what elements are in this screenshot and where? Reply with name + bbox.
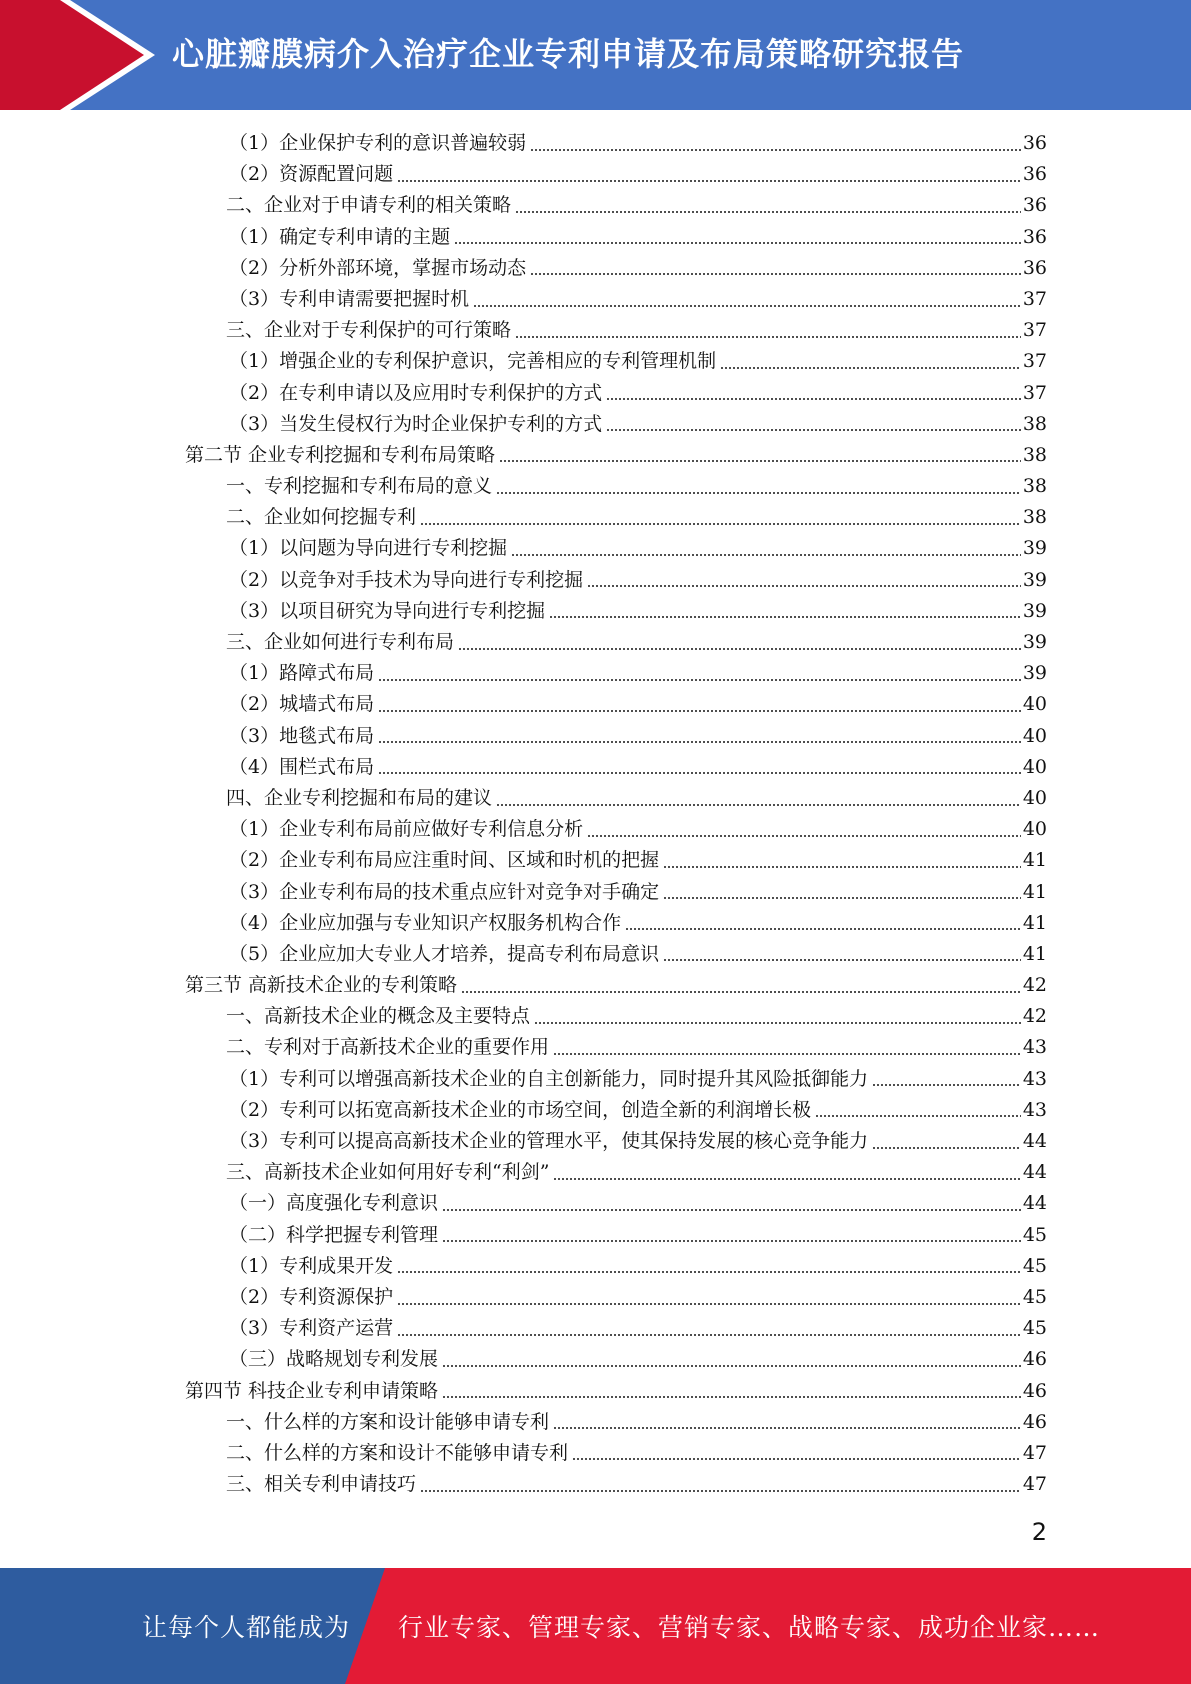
footer-slogan-left: 让每个人都能成为 (142, 1613, 351, 1642)
toc-leader-dots (397, 1302, 1021, 1306)
toc-leader-dots (534, 1021, 1021, 1025)
toc-entry-page: 36 (1022, 163, 1047, 186)
toc-entry-label: （二）科学把握专利管理 (229, 1223, 439, 1246)
toc-leader-dots (442, 1239, 1021, 1243)
toc-entry-label: 三、企业对于专利保护的可行策略 (226, 319, 512, 342)
report-title: 心脏瓣膜病介入治疗企业专利申请及布局策略研究报告 (172, 35, 965, 73)
toc-entry-page: 43 (1022, 1098, 1047, 1121)
footer-slogan-right: 行业专家、管理专家、营销专家、战略专家、成功企业家…… (398, 1613, 1101, 1642)
toc-entry-page: 38 (1022, 506, 1047, 529)
toc-leader-dots (378, 771, 1021, 775)
toc-leader-dots (530, 272, 1021, 276)
toc-entry[interactable] (0, 159, 1191, 190)
toc-leader-dots (397, 179, 1021, 183)
toc-entry-label: （1）增强企业的专利保护意识，完善相应的专利管理机制 (229, 350, 717, 373)
footer-banner (0, 1568, 1191, 1684)
toc-entry[interactable] (0, 1344, 1191, 1375)
toc-leader-dots (378, 740, 1021, 744)
toc-entry-page: 38 (1022, 443, 1047, 466)
toc-leader-dots (454, 241, 1021, 245)
toc-entry[interactable] (0, 533, 1191, 564)
toc-entry-page: 47 (1022, 1441, 1047, 1464)
toc-entry-label: （3）企业专利布局的技术重点应针对竞争对手确定 (229, 880, 660, 903)
toc-leader-dots (496, 491, 1021, 495)
toc-leader-dots (663, 958, 1021, 962)
toc-entry-page: 45 (1022, 1285, 1047, 1308)
toc-entry-page: 41 (1022, 942, 1047, 965)
toc-entry-page: 38 (1022, 412, 1047, 435)
toc-leader-dots (587, 834, 1021, 838)
toc-entry-page: 41 (1022, 849, 1047, 872)
toc-entry-page: 39 (1022, 568, 1047, 591)
toc-entry-page: 47 (1022, 1473, 1047, 1496)
toc-entry-label: （4）企业应加强与专业知识产权服务机构合作 (229, 911, 622, 934)
toc-entry-label: 三、企业如何进行专利布局 (226, 631, 455, 653)
toc-entry[interactable] (0, 1407, 1191, 1438)
toc-entry-page: 36 (1022, 132, 1047, 154)
toc-entry-label: 二、企业对于申请专利的相关策略 (226, 194, 512, 217)
toc-entry-label: （2）分析外部环境，掌握市场动态 (229, 256, 527, 279)
toc-entry[interactable] (0, 908, 1191, 939)
toc-entry[interactable] (0, 877, 1191, 908)
toc-entry[interactable] (0, 378, 1191, 409)
toc-entry-page: 37 (1022, 319, 1047, 342)
toc-entry[interactable] (0, 346, 1191, 377)
toc-entry[interactable] (0, 440, 1191, 471)
toc-entry[interactable] (0, 783, 1191, 814)
toc-leader-dots (625, 927, 1021, 931)
toc-entry[interactable] (0, 596, 1191, 627)
toc-leader-dots (815, 1114, 1021, 1118)
toc-entry-label: （3）专利可以提高高新技术企业的管理水平，使其保持发展的核心竞争能力 (229, 1130, 869, 1152)
toc-entry[interactable] (0, 721, 1191, 752)
page-number: 2 (1031, 1518, 1047, 1546)
toc-entry-page: 41 (1022, 911, 1047, 934)
header-red-wedge (0, 0, 150, 110)
table-of-contents (0, 128, 1191, 1500)
toc-entry[interactable] (0, 845, 1191, 876)
header-banner (0, 0, 1191, 110)
toc-leader-dots (553, 1426, 1021, 1430)
toc-leader-dots (442, 1208, 1021, 1212)
toc-entry[interactable] (0, 1376, 1191, 1407)
toc-entry[interactable] (0, 409, 1191, 440)
toc-entry-page: 36 (1022, 256, 1047, 279)
toc-leader-dots (872, 1146, 1021, 1150)
toc-entry[interactable] (0, 128, 1191, 159)
toc-leader-dots (442, 1395, 1021, 1399)
toc-entry[interactable] (0, 689, 1191, 720)
toc-entry-label: （一）高度强化专利意识 (229, 1192, 439, 1215)
toc-leader-dots (473, 304, 1021, 308)
toc-entry-label: （2）专利可以拓宽高新技术企业的市场空间，创造全新的利润增长极 (229, 1098, 812, 1121)
toc-entry-label: （1）企业专利布局前应做好专利信息分析 (229, 818, 584, 841)
toc-entry[interactable] (0, 658, 1191, 689)
toc-entry-page: 39 (1022, 537, 1047, 560)
toc-entry[interactable] (0, 502, 1191, 533)
toc-entry-label: 一、什么样的方案和设计能够申请专利 (226, 1410, 550, 1433)
toc-leader-dots (720, 366, 1021, 370)
toc-entry-page: 43 (1022, 1036, 1047, 1059)
toc-leader-dots (553, 1052, 1021, 1056)
toc-entry[interactable] (0, 814, 1191, 845)
toc-leader-dots (511, 553, 1021, 557)
toc-entry-label: 四、企业专利挖掘和布局的建议 (226, 786, 493, 809)
toc-leader-dots (378, 678, 1021, 682)
toc-leader-dots (442, 1364, 1021, 1368)
toc-entry-label: （3）地毯式布局 (229, 724, 375, 747)
toc-entry[interactable] (0, 222, 1191, 253)
toc-leader-dots (420, 522, 1021, 526)
toc-leader-dots (587, 584, 1021, 588)
toc-entry-page: 46 (1022, 1410, 1047, 1433)
toc-leader-dots (461, 990, 1021, 994)
toc-entry-label: （4）围栏式布局 (229, 755, 375, 778)
toc-entry-label: （1）专利可以增强高新技术企业的自主创新能力，同时提升其风险抵御能力 (229, 1067, 869, 1090)
toc-leader-dots (458, 647, 1021, 651)
toc-entry-label: （2）在专利申请以及应用时专利保护的方式 (229, 381, 603, 404)
toc-entry[interactable] (0, 1469, 1191, 1500)
toc-entry-page: 46 (1022, 1379, 1047, 1402)
toc-entry[interactable] (0, 253, 1191, 284)
toc-entry-label: （2）企业专利布局应注重时间、区域和时机的把握 (229, 849, 660, 872)
toc-entry[interactable] (0, 1126, 1191, 1157)
toc-entry-page: 45 (1022, 1317, 1047, 1340)
toc-entry-page: 37 (1022, 287, 1047, 310)
toc-entry[interactable] (0, 939, 1191, 970)
toc-entry[interactable] (0, 1220, 1191, 1251)
toc-entry[interactable] (0, 1157, 1191, 1188)
toc-entry-page: 37 (1022, 381, 1047, 404)
toc-entry-page: 45 (1022, 1254, 1047, 1277)
toc-entry-label: （3）专利资产运营 (229, 1317, 394, 1340)
toc-entry-page: 45 (1022, 1223, 1047, 1246)
toc-entry-label: （3）专利申请需要把握时机 (229, 287, 470, 310)
toc-entry-label: 二、企业如何挖掘专利 (226, 506, 417, 529)
toc-entry-label: 三、相关专利申请技巧 (226, 1473, 417, 1496)
toc-entry-label: （2）城墙式布局 (229, 693, 375, 716)
toc-entry[interactable] (0, 284, 1191, 315)
toc-entry-label: 第三节 高新技术企业的专利策略 (185, 974, 458, 997)
toc-entry[interactable] (0, 1251, 1191, 1282)
toc-entry-label: （5）企业应加大专业人才培养，提高专利布局意识 (229, 942, 660, 965)
toc-entry-page: 43 (1022, 1067, 1047, 1090)
toc-entry-page: 44 (1022, 1192, 1047, 1215)
toc-entry-page: 36 (1022, 225, 1047, 248)
toc-entry-label: 一、专利挖掘和专利布局的意义 (226, 475, 493, 498)
toc-entry-page: 39 (1022, 631, 1047, 653)
toc-entry-page: 44 (1022, 1130, 1047, 1152)
toc-entry[interactable] (0, 1032, 1191, 1063)
toc-leader-dots (663, 896, 1021, 900)
toc-leader-dots (872, 1083, 1021, 1087)
toc-entry-label: 一、高新技术企业的概念及主要特点 (226, 1005, 531, 1028)
toc-entry[interactable] (0, 1064, 1191, 1095)
toc-entry-label: （1）企业保护专利的意识普遍较弱 (229, 132, 527, 154)
toc-leader-dots (515, 210, 1021, 214)
toc-entry-label: （2）资源配置问题 (229, 163, 394, 186)
toc-entry-label: （3）以项目研究为导向进行专利挖掘 (229, 599, 546, 622)
toc-leader-dots (530, 148, 1021, 152)
toc-entry-page: 39 (1022, 662, 1047, 685)
toc-entry-page: 36 (1022, 194, 1047, 217)
toc-entry[interactable] (0, 627, 1191, 658)
toc-entry-label: 二、专利对于高新技术企业的重要作用 (226, 1036, 550, 1059)
toc-entry[interactable] (0, 190, 1191, 221)
toc-leader-dots (553, 1177, 1020, 1181)
toc-leader-dots (378, 709, 1021, 713)
toc-entry[interactable] (0, 1313, 1191, 1344)
toc-entry-page: 39 (1022, 599, 1047, 622)
toc-entry-page: 40 (1022, 818, 1047, 841)
toc-entry[interactable] (0, 970, 1191, 1001)
toc-entry-page: 37 (1022, 350, 1047, 373)
toc-entry-label: （三）战略规划专利发展 (229, 1348, 439, 1371)
toc-entry-page: 46 (1022, 1348, 1047, 1371)
toc-entry-label: （1）确定专利申请的主题 (229, 225, 451, 248)
toc-entry-page: 40 (1022, 786, 1047, 809)
toc-entry-label: 二、什么样的方案和设计不能够申请专利 (226, 1441, 569, 1464)
toc-entry-page: 42 (1022, 1005, 1047, 1028)
toc-leader-dots (663, 865, 1021, 869)
toc-entry[interactable] (0, 1438, 1191, 1469)
toc-leader-dots (606, 397, 1021, 401)
toc-entry-label: 第二节 企业专利挖掘和专利布局策略 (185, 443, 496, 466)
toc-entry-page: 40 (1022, 724, 1047, 747)
toc-entry-page: 41 (1022, 880, 1047, 903)
toc-entry-label: （2）专利资源保护 (229, 1285, 394, 1308)
toc-leader-dots (397, 1270, 1021, 1274)
toc-leader-dots (515, 335, 1021, 339)
toc-entry[interactable] (0, 315, 1191, 346)
toc-entry-label: （1）以问题为导向进行专利挖掘 (229, 537, 508, 560)
toc-entry-label: 第四节 科技企业专利申请策略 (185, 1379, 439, 1402)
toc-entry[interactable] (0, 752, 1191, 783)
toc-entry[interactable] (0, 1095, 1191, 1126)
toc-entry-label: 三、高新技术企业如何用好专利“利剑” (226, 1161, 550, 1184)
toc-entry[interactable] (0, 471, 1191, 502)
toc-entry-page: 42 (1022, 974, 1047, 997)
toc-leader-dots (420, 1489, 1021, 1493)
toc-leader-dots (549, 615, 1021, 619)
toc-leader-dots (606, 428, 1021, 432)
toc-leader-dots (397, 1333, 1021, 1337)
toc-entry-label: （2）以竞争对手技术为导向进行专利挖掘 (229, 568, 584, 591)
toc-leader-dots (496, 803, 1021, 807)
toc-entry-label: （3）当发生侵权行为时企业保护专利的方式 (229, 412, 603, 435)
toc-leader-dots (499, 459, 1021, 463)
toc-leader-dots (572, 1457, 1021, 1461)
toc-entry-label: （1）路障式布局 (229, 662, 375, 685)
toc-entry-page: 44 (1022, 1161, 1047, 1184)
toc-entry[interactable] (0, 565, 1191, 596)
toc-entry-page: 38 (1022, 475, 1047, 498)
toc-entry[interactable] (0, 1001, 1191, 1032)
toc-entry[interactable] (0, 1188, 1191, 1219)
toc-entry-page: 40 (1022, 755, 1047, 778)
toc-entry-label: （1）专利成果开发 (229, 1254, 394, 1277)
toc-entry-page: 40 (1022, 693, 1047, 716)
toc-entry[interactable] (0, 1282, 1191, 1313)
